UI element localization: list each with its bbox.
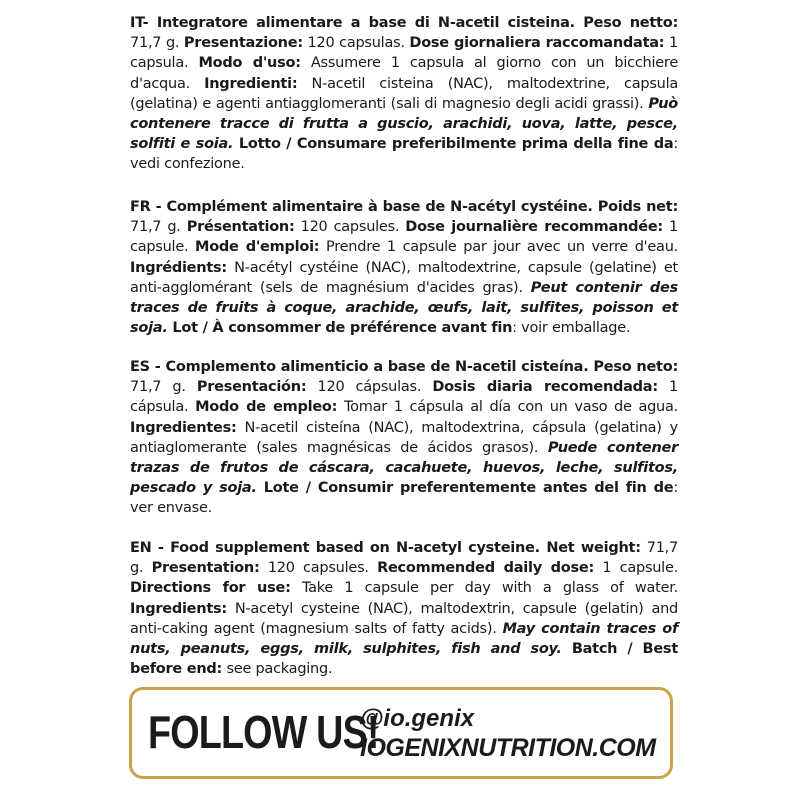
en-dose-value: 1 capsule. <box>594 560 678 577</box>
es-usage-value: Tomar 1 cápsula al día con un vaso de agua. <box>337 399 678 416</box>
follow-us-title: FOLLOW US! <box>148 706 379 758</box>
it-presentation-label: Presentazione: <box>183 35 303 52</box>
it-dose-label: Dose giornaliera raccomandata: <box>409 35 665 52</box>
follow-us-box <box>129 687 673 779</box>
it-ingredients-label: Ingredienti: <box>204 75 298 92</box>
es-lot-value: : ver envase. <box>130 480 679 517</box>
es-ingredients-label: Ingredientes: <box>130 419 237 436</box>
fr-net-weight: 71,7 g. <box>130 219 187 236</box>
en-allergens: May contain traces of nuts, peanuts, eggs, milk, sulphites, fish and soy. <box>130 620 678 658</box>
fr-ingredients-value: N-acétyl cystéine (NAC), maltodextrine, capsule (gelatine) et anti-agglomérant (sels de magnésium d'acides gras). <box>130 259 678 296</box>
en-net-weight: 71,7 g. <box>130 540 678 577</box>
fr-allergens: Peut contenir des traces de fruits à coque, arachide, œufs, lait, sulfites, poisson et soja. <box>130 279 678 337</box>
fr-presentation-value: 120 capsules. <box>294 219 406 236</box>
es-heading: ES - Complemento alimenticio a base de N-acetil cisteína. Peso neto: <box>130 359 678 375</box>
label-section-italian <box>130 13 678 175</box>
en-ingredients-value: N-acetyl cysteine (NAC), maltodextrin, capsule (gelatin) and anti-caking agent (magnesium salts of fatty acids). <box>130 600 678 637</box>
es-usage-label: Modo de empleo: <box>195 399 338 416</box>
fr-heading: FR - Complément alimentaire à base de N-acétyl cystéine. Poids net: <box>130 199 678 215</box>
it-ingredients-value: N-acetil cisteina (NAC), maltodextrine, capsula (gelatina) e agenti antiagglomeranti (sali di magnesio degli acidi grassi). <box>130 75 678 112</box>
fr-lot-value: : voir emballage. <box>512 320 631 337</box>
fr-dose-value: 1 capsule. <box>130 219 678 256</box>
fr-usage-value: Prendre 1 capsule par jour avec un verre d'eau. <box>319 239 678 256</box>
it-lot-label: Lotto / Consumare preferibilmente prima della fine da <box>233 136 674 153</box>
it-usage-label: Modo d'uso: <box>198 55 301 72</box>
en-presentation-value: 120 capsules. <box>259 560 378 577</box>
fr-lot-label: Lot / À consommer de préférence avant fin <box>167 320 513 337</box>
fr-usage-label: Mode d'emploi: <box>195 239 320 256</box>
en-lot-label: Batch / Best before end: <box>130 641 678 678</box>
label-section-spanish <box>130 357 678 519</box>
es-lot-label: Lote / Consumir preferentemente antes del fin de <box>256 480 674 497</box>
it-dose-value: 1 capsula. <box>130 35 678 72</box>
en-dose-label: Recommended daily dose: <box>377 560 595 577</box>
label-section-english <box>130 538 678 679</box>
en-lot-value: see packaging. <box>222 661 333 678</box>
en-heading: EN - Food supplement based on N-acetyl cysteine. Net weight: <box>130 540 641 556</box>
fr-dose-label: Dose journalière recommandée: <box>405 219 663 236</box>
label-section-french <box>130 197 678 338</box>
es-net-weight: 71,7 g. <box>130 379 197 396</box>
fr-presentation-label: Présentation: <box>186 219 295 236</box>
it-lot-value: : vedi confezione. <box>130 136 678 173</box>
en-usage-label: Directions for use: <box>130 580 291 597</box>
es-presentation-value: 120 cápsulas. <box>306 379 433 396</box>
social-handle: @io.genix <box>360 705 475 732</box>
es-allergens: Puede contener trazas de frutos de cáscara, cacahuete, huevos, leche, sulfitos, pescado y soja. <box>130 439 679 497</box>
it-presentation-value: 120 capsulas. <box>302 35 410 52</box>
es-dose-value: 1 cápsula. <box>130 379 678 416</box>
website-url: IOGENIXNUTRITION.COM <box>360 734 656 762</box>
es-ingredients-value: N-acetil cisteína (NAC), maltodextrina, cápsula (gelatina) y antiaglomerante (sales magnésicas de ácidos grasos). <box>130 419 678 456</box>
it-usage-value: Assumere 1 capsula al giorno con un bicchiere d'acqua. <box>130 55 678 92</box>
it-heading: IT- Integratore alimentare a base di N-acetil cisteina. Peso netto: <box>130 15 678 31</box>
en-ingredients-label: Ingredients: <box>130 600 227 617</box>
es-dose-label: Dosis diaria recomendada: <box>432 379 658 396</box>
fr-ingredients-label: Ingrédients: <box>130 259 227 276</box>
es-presentation-label: Presentación: <box>196 379 307 396</box>
it-allergens: Può contenere tracce di frutta a guscio, arachidi, uova, latte, pesce, solfiti e soia. <box>130 95 678 153</box>
it-net-weight: 71,7 g. <box>130 35 184 52</box>
en-presentation-label: Presentation: <box>151 560 260 577</box>
en-usage-value: Take 1 capsule per day with a glass of water. <box>290 580 678 597</box>
